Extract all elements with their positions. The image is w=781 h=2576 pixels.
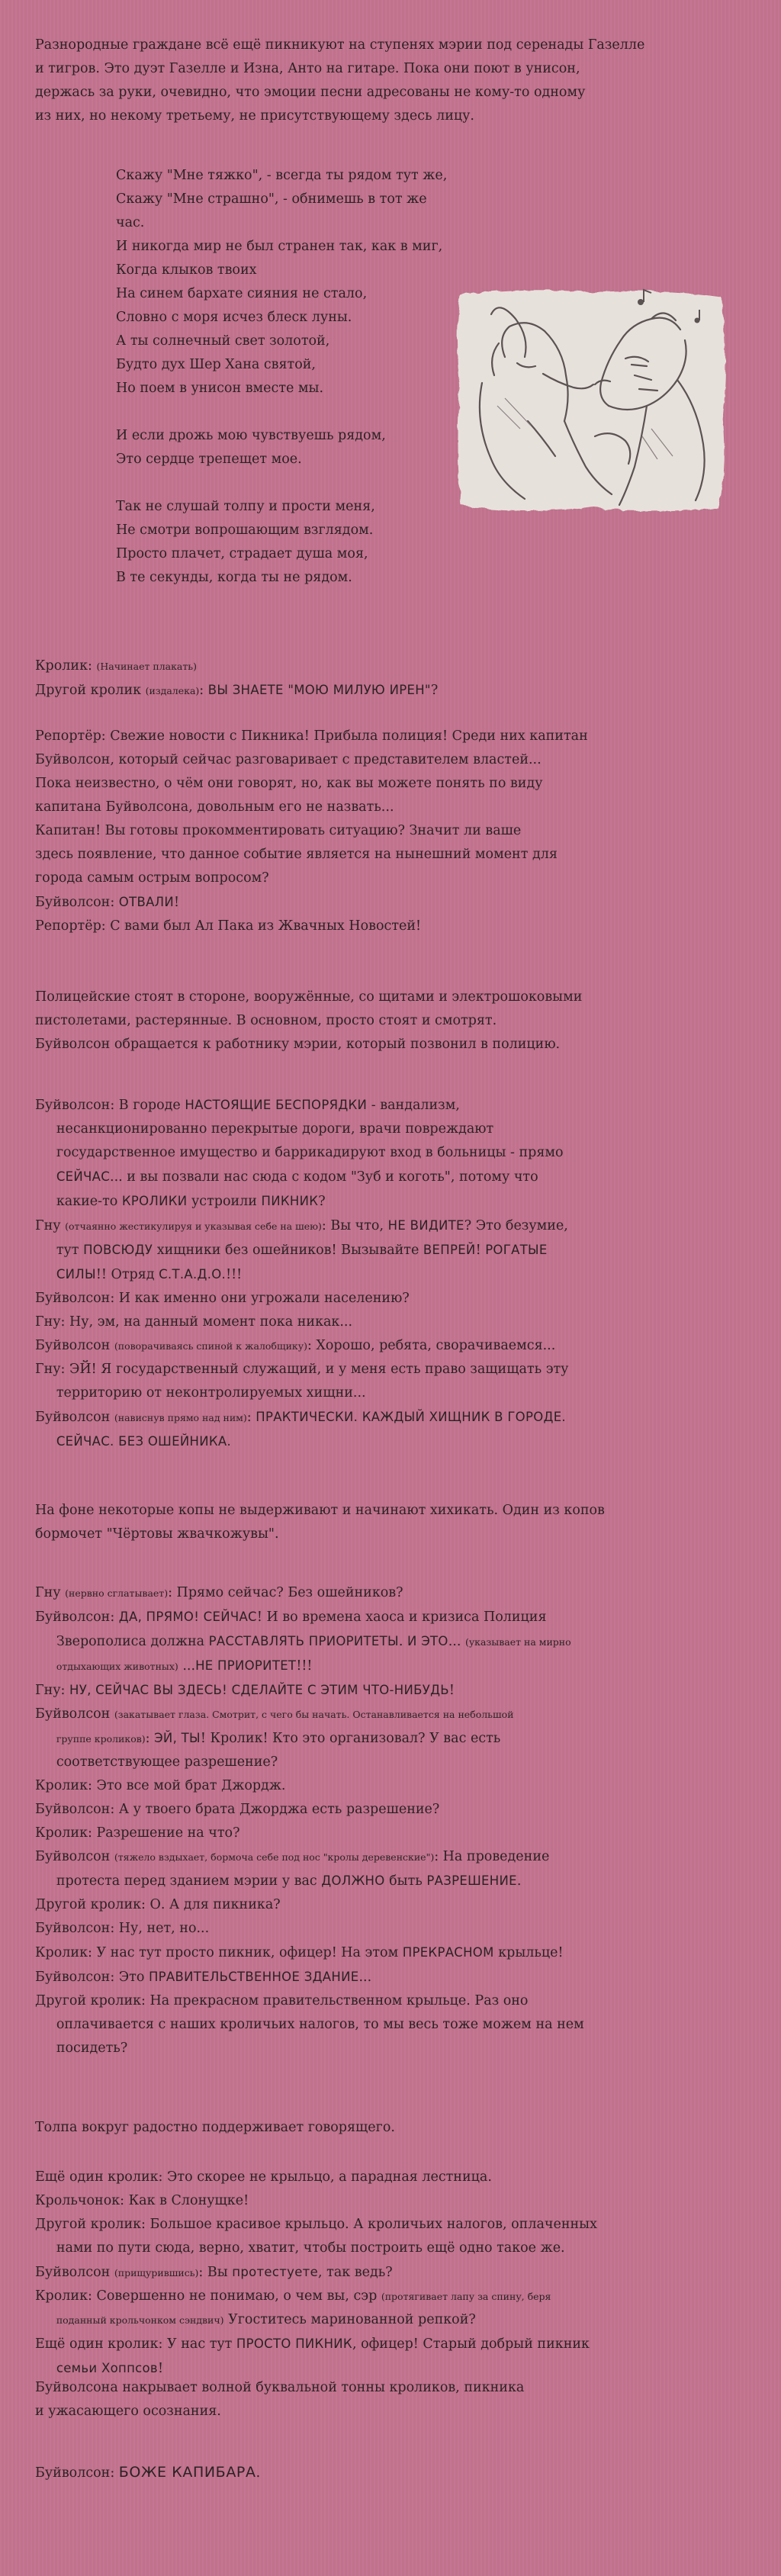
dialogue-line xyxy=(35,1798,752,1822)
dialogue-text xyxy=(35,1731,56,1746)
text-line: из них, но некому третьему, не присутствующему здесь лицу. xyxy=(35,108,474,124)
dialogue-text: ! xyxy=(174,895,180,910)
dialogue-text: Буйволсон: Ну, нет, но... xyxy=(35,1921,210,1936)
dialogue-line xyxy=(35,1774,752,1798)
dialogue-line xyxy=(35,2166,752,2189)
dialogue-text: Репортёр: С вами был Ал Пака из Жвачных Новостей! xyxy=(35,918,422,934)
text-line: Это сердце трепещет мое. xyxy=(116,452,302,467)
text-line xyxy=(116,471,452,495)
dialogue-text: протестуете xyxy=(232,2265,319,2279)
final-line xyxy=(35,2461,752,2485)
text-line: И никогда мир не был странен так, как в миг, xyxy=(116,239,443,254)
stage-direction: (Начинает плакать) xyxy=(96,661,197,672)
dialogue-text: ДА, ПРЯМО! СЕЙЧАС xyxy=(118,1610,257,1624)
dialogue-text: ... xyxy=(178,1658,196,1674)
narration-crowd xyxy=(35,2116,752,2140)
dialogue-line xyxy=(35,1581,752,1605)
dialogue-line xyxy=(35,654,752,678)
stage-direction: (прищурившись) xyxy=(114,2267,199,2279)
dialogue-text: Зверополиса должна xyxy=(35,1634,209,1649)
dialogue-text: ... xyxy=(448,1634,465,1649)
dialogue-text: , офицер! Старый добрый пикник xyxy=(352,2336,590,2352)
dialogue-text: Буйволсон xyxy=(35,2265,114,2280)
dialogue-block-picnic xyxy=(35,2166,752,2381)
dialogue-text: НАСТОЯЩИЕ БЕСПОРЯДКИ xyxy=(185,1098,368,1112)
dialogue-text xyxy=(35,2312,56,2327)
dialogue-text: ПРАКТИЧЕСКИ. КАЖДЫЙ ХИЩНИК В ГОРОДЕ. xyxy=(256,1410,566,1424)
stage-direction: (протягивает лапу за спину, беря xyxy=(381,2291,551,2302)
dialogue-line xyxy=(35,796,752,819)
dialogue-text: ПРАВИТЕЛЬСТВЕННОЕ ЗДАНИЕ xyxy=(148,1970,359,1984)
dialogue-text: семьи Хоппсов xyxy=(56,2361,158,2375)
stage-direction: (тяжело вздыхает, бормоча себе под нос "кролы деревенские") xyxy=(114,1851,435,1863)
dialogue-text: !!! xyxy=(226,1267,243,1282)
dialogue-text: ЭЙ, ТЫ xyxy=(154,1731,201,1745)
dialogue-text: Крольчонок: Как в Слонущке! xyxy=(35,2193,249,2208)
dialogue-line xyxy=(35,1654,752,1678)
text-line: Словно с моря исчез блеск луны. xyxy=(116,310,352,325)
dialogue-text: Гну: xyxy=(35,1683,70,1698)
dialogue-line xyxy=(35,1822,752,1845)
dialogue-text: . xyxy=(256,2465,261,2481)
dialogue-text: ! И во времена хаоса и кризиса Полиция xyxy=(256,1610,547,1625)
dialogue-line xyxy=(35,1165,752,1189)
text-line: Не смотри вопрошающим взглядом. xyxy=(116,523,374,538)
stage-direction: (нависнув прямо над ним) xyxy=(114,1412,247,1423)
dialogue-text: Буйволсон: И как именно они угрожали населению? xyxy=(35,1291,410,1306)
text-line: На фоне некоторые копы не выдерживают и начинают хихикать. Один из копов xyxy=(35,1503,605,1518)
dialogue-text: Кролик: Это все мой брат Джордж. xyxy=(35,1778,286,1793)
dialogue-text: СИЛЫ xyxy=(56,1267,96,1282)
dialogue-line xyxy=(35,1262,752,1287)
dialogue-line xyxy=(35,1917,752,1941)
dialogue-text: : xyxy=(145,1731,155,1746)
dialogue-text: С.Т.А.Д.О. xyxy=(159,1267,227,1282)
dialogue-text: СЕЙЧАС. БЕЗ ОШЕЙНИКА. xyxy=(56,1434,231,1449)
dialogue-text xyxy=(35,1434,56,1449)
dialogue-text: государственное имущество и баррикадируют вход в больницы - прямо xyxy=(35,1145,564,1160)
dialogue-text: ... xyxy=(358,1970,372,1985)
dialogue-line xyxy=(35,1965,752,1989)
dialogue-line xyxy=(35,1141,752,1165)
dialogue-text: НЕ ВИДИТЕ xyxy=(387,1218,464,1233)
dialogue-line xyxy=(35,1358,752,1381)
dialogue-text: Буйволсон xyxy=(35,1410,114,1425)
dialogue-text: ПРОСТО ПИКНИК xyxy=(236,2336,352,2351)
text-line: Буйволсон обращается к работнику мэрии, который позвонил в полицию. xyxy=(35,1037,561,1052)
dialogue-line xyxy=(35,2332,752,2356)
dialogue-text: Другой кролик: О. А для пикника? xyxy=(35,1897,281,1912)
dialogue-text: Гну xyxy=(35,1585,66,1600)
dialogue-line xyxy=(35,2237,752,2260)
dialogue-text: крыльце! xyxy=(493,1945,564,1960)
dialogue-block-reporter xyxy=(35,725,752,938)
text-line: Но поем в унисон вместе мы. xyxy=(116,381,324,396)
dialogue-text: Другой кролик: Большое красивое крыльцо. А кроличьих налогов, оплаченных xyxy=(35,2217,597,2232)
dialogue-text: - вандализм, xyxy=(367,1098,460,1113)
dialogue-line xyxy=(35,2260,752,2285)
dialogue-line xyxy=(35,2013,752,2037)
text-line: бормочет "Чёртовы жвачкожувы". xyxy=(35,1526,279,1542)
dialogue-line xyxy=(35,1405,752,1430)
dialogue-line xyxy=(35,1989,752,2013)
text-line: Так не слушай толпу и прости меня, xyxy=(116,499,375,514)
dialogue-text: Кролик: Разрешение на что? xyxy=(35,1825,240,1841)
dialogue-line xyxy=(35,1430,752,1454)
dialogue-text: посидеть? xyxy=(35,2041,128,2056)
dialogue-text: Пока неизвестно, о чём они говорят, но, как вы можете понять по виду xyxy=(35,776,543,791)
dialogue-text: тут xyxy=(35,1243,84,1258)
dialogue-line xyxy=(35,1629,752,1654)
dialogue-text: : xyxy=(246,1410,256,1425)
text-line: Когда клыков твоих xyxy=(116,262,257,278)
dialogue-text: Буйволсон xyxy=(35,1849,114,1864)
dialogue-line xyxy=(35,1118,752,1141)
text-line: Толпа вокруг радостно поддерживает говорящего. xyxy=(35,2120,395,2135)
dialogue-text: РОГАТЫЕ xyxy=(485,1243,548,1257)
dialogue-text: ! xyxy=(157,2361,164,2376)
dialogue-line xyxy=(35,1287,752,1311)
dialogue-line xyxy=(35,1381,752,1405)
dialogue-text: ПРЕКРАСНОМ xyxy=(402,1945,494,1960)
dialogue-text: ПОВСЮДУ xyxy=(83,1243,153,1257)
dialogue-text: Другой кролик xyxy=(35,683,146,698)
dialogue-line xyxy=(35,1751,752,1774)
dialogue-text: Буйволсон: xyxy=(35,895,119,910)
dialogue-text: !!! xyxy=(296,1658,313,1674)
text-line: В те секунды, когда ты не рядом. xyxy=(116,570,352,585)
intro-paragraph xyxy=(35,34,752,128)
dialogue-text: какие-то xyxy=(35,1194,122,1209)
text-line: На синем бархате сияния не стало, xyxy=(116,286,368,301)
dialogue-text xyxy=(35,1658,56,1674)
dialogue-text: , так ведь? xyxy=(318,2265,393,2280)
dialogue-text: Гну: Ну, эм, на данный момент пока никак... xyxy=(35,1314,353,1330)
dialogue-text: оплачивается с наших кроличьих налогов, то мы весь тоже можем на нем xyxy=(35,2017,584,2032)
narration-ending xyxy=(35,2376,752,2423)
dialogue-line xyxy=(35,890,752,915)
dialogue-line xyxy=(35,1093,752,1118)
dialogue-text: ВЕПРЕЙ xyxy=(423,1243,476,1257)
dialogue-line xyxy=(35,2213,752,2237)
dialogue-text: СЕЙЧАС xyxy=(56,1169,111,1184)
text-line: Разнородные граждане всё ещё пикникуют на ступенях мэрии под серенады Газелле xyxy=(35,37,645,53)
dialogue-line xyxy=(35,1238,752,1262)
dialogue-line xyxy=(35,1726,752,1751)
dialogue-text: Кролик: Совершенно не понимаю, о чем вы, сэр xyxy=(35,2288,381,2304)
dialogue-text: ДОЛЖНО xyxy=(321,1873,385,1888)
dialogue-line xyxy=(35,2308,752,2332)
dialogue-text: Кролик: У нас тут просто пикник, офицер! На этом xyxy=(35,1945,403,1960)
dialogue-text: Буйволсон: В городе xyxy=(35,1098,185,1113)
dialogue-block-1 xyxy=(35,654,752,703)
dialogue-text: : На проведение xyxy=(434,1849,550,1864)
dialogue-text: НЕ ПРИОРИТЕТ xyxy=(195,1658,297,1673)
dialogue-text: ОТВАЛИ xyxy=(118,895,175,909)
dialogue-text: соответствующее разрешение? xyxy=(35,1754,278,1770)
text-line: и тигров. Это дуэт Газелле и Изна, Анто на гитаре. Пока они поют в унисон, xyxy=(35,61,580,76)
dialogue-text: РАССТАВЛЯТЬ ПРИОРИТЕТЫ xyxy=(208,1634,399,1648)
dialogue-text: Буйволсон, который сейчас разговаривает с представителем властей... xyxy=(35,752,542,767)
text-line: Скажу "Мне тяжко", - всегда ты рядом тут же, xyxy=(116,168,448,183)
dialogue-text: Буйволсон: Это xyxy=(35,1970,149,1985)
dialogue-line xyxy=(35,2037,752,2060)
dialogue-line xyxy=(35,2285,752,2308)
text-line: А ты солнечный свет золотой, xyxy=(116,333,330,349)
dialogue-block-priorities xyxy=(35,1581,752,2060)
dialogue-text: : Вы что, xyxy=(321,1218,388,1233)
dialogue-text: несанкционированно перекрытые дороги, врачи повреждают xyxy=(35,1121,494,1137)
gazelle-tiger-illustration xyxy=(452,284,729,514)
stage-direction: поданный крольчонком сэндвич) xyxy=(56,2314,224,2326)
dialogue-line xyxy=(35,867,752,890)
dialogue-text: ! xyxy=(448,1683,455,1698)
dialogue-text: Капитан! Вы готовы прокомментировать ситуацию? Значит ли ваше xyxy=(35,823,522,838)
narration-police xyxy=(35,986,752,1056)
dialogue-line xyxy=(35,1893,752,1917)
text-line: И если дрожь мою чувствуешь рядом, xyxy=(116,428,386,443)
dialogue-line xyxy=(35,1941,752,1965)
dialogue-line xyxy=(35,748,752,772)
dialogue-text: Гну: ЭЙ! Я государственный служащий, и у меня есть право защищать эту xyxy=(35,1362,569,1377)
stage-direction: группе кроликов) xyxy=(56,1733,146,1745)
dialogue-text xyxy=(35,1267,56,1282)
dialogue-text: Буйволсон xyxy=(35,1338,114,1353)
dialogue-text: Кролик: xyxy=(35,658,97,674)
dialogue-line xyxy=(35,1605,752,1629)
dialogue-text: : Вы xyxy=(198,2265,233,2280)
dialogue-line xyxy=(35,1869,752,1893)
dialogue-line xyxy=(35,1311,752,1334)
dialogue-text: Буйволсон: А у твоего брата Джорджа есть разрешение? xyxy=(35,1802,440,1817)
dialogue-text: Буйволсон: xyxy=(35,1610,119,1625)
dialogue-text: БОЖЕ КАПИБАРА xyxy=(118,2464,256,2481)
stage-direction: (указывает на мирно xyxy=(464,1636,571,1648)
dialogue-text xyxy=(35,1169,56,1185)
dialogue-text: Другой кролик: На прекрасном правительственном крыльце. Раз оно xyxy=(35,1993,529,2008)
dialogue-text: . xyxy=(398,1634,407,1649)
text-line: Просто плачет, страдает душа моя, xyxy=(116,546,368,561)
dialogue-line xyxy=(35,1845,752,1869)
stage-direction: (закатывает глаза. Смотрит, с чего бы начать. Останавливается на небольшой xyxy=(114,1709,514,1720)
text-line: держась за руки, очевидно, что эмоции песни адресованы не кому-то одному xyxy=(35,85,586,100)
dialogue-text: протеста перед зданием мэрии у вас xyxy=(35,1873,322,1889)
dialogue-text: устроили xyxy=(187,1194,262,1209)
text-line: пистолетами, растерянные. В основном, просто стоят и смотрят. xyxy=(35,1013,497,1028)
stage-direction: (поворачиваясь спиной к жалобщику) xyxy=(114,1340,307,1352)
dialogue-text: Ещё один кролик: Это скорее не крыльцо, а парадная лестница. xyxy=(35,2169,492,2185)
dialogue-text: ПИКНИК xyxy=(261,1194,319,1208)
stage-direction: отдыхающих животных) xyxy=(56,1661,178,1672)
dialogue-text: Ещё один кролик: У нас тут xyxy=(35,2336,236,2352)
dialogue-text: : Прямо сейчас? Без ошейников? xyxy=(168,1585,403,1600)
dialogue-line xyxy=(35,1189,752,1214)
dialogue-text: Репортёр: Свежие новости с Пикника! Прибыла полиция! Среди них капитан xyxy=(35,728,588,744)
dialogue-line xyxy=(35,819,752,843)
dialogue-text: : xyxy=(199,683,208,698)
dialogue-line xyxy=(35,2189,752,2213)
dialogue-text: !! Отряд xyxy=(95,1267,159,1282)
dialogue-text: НУ, СЕЙЧАС ВЫ ЗДЕСЬ! СДЕЛАЙТЕ С ЭТИМ ЧТО-НИБУДЬ xyxy=(69,1683,449,1697)
dialogue-text: : Хорошо, ребята, сворачиваемся... xyxy=(307,1338,556,1353)
text-line: Будто дух Шер Хана святой, xyxy=(116,357,316,372)
dialogue-line xyxy=(35,1703,752,1726)
dialogue-line xyxy=(35,1334,752,1358)
text-line: и ужасающего осознания. xyxy=(35,2404,221,2419)
dialogue-text: ... и вы позвали нас сюда с кодом "Зуб и коготь", потому что xyxy=(110,1169,538,1185)
dialogue-text: ? xyxy=(430,683,439,698)
dialogue-text: ! xyxy=(475,1243,486,1258)
dialogue-text xyxy=(35,2361,56,2376)
dialogue-text: И ЭТО xyxy=(407,1634,448,1648)
stage-direction: (отчаянно жестикулируя и указывая себе на шею) xyxy=(65,1220,322,1232)
stage-direction: (издалека) xyxy=(145,685,200,696)
dialogue-text: города самым острым вопросом? xyxy=(35,870,269,886)
dialogue-text: КРОЛИКИ xyxy=(121,1194,188,1208)
dialogue-text: РАЗРЕШЕНИЕ xyxy=(426,1873,517,1888)
dialogue-line xyxy=(35,772,752,796)
dialogue-text: ВЫ ЗНАЕТЕ "МОЮ МИЛУЮ ИРЕН" xyxy=(207,683,431,697)
dialogue-line xyxy=(35,843,752,867)
dialogue-text: ? Это безумие, xyxy=(464,1218,568,1233)
text-line: Скажу "Мне страшно", - обнимешь в тот же час. xyxy=(116,191,432,230)
dialogue-line xyxy=(35,678,752,703)
dialogue-text: Буйволсон xyxy=(35,1706,114,1722)
text-line: Полицейские стоят в стороне, вооружённые, со щитами и электрошоковыми xyxy=(35,989,583,1005)
dialogue-line xyxy=(35,1214,752,1238)
dialogue-line xyxy=(35,1678,752,1703)
dialogue-line xyxy=(35,915,752,938)
stage-direction: (нервно сглатывает) xyxy=(65,1587,169,1599)
dialogue-text: территорию от неконтролируемых хищни... xyxy=(35,1385,366,1401)
dialogue-text: быть xyxy=(384,1873,427,1889)
dialogue-line xyxy=(35,725,752,748)
song-lyrics xyxy=(116,164,452,590)
dialogue-text: Буйволсон: xyxy=(35,2465,119,2481)
text-line xyxy=(116,400,452,424)
dialogue-text: ? xyxy=(318,1194,326,1209)
dialogue-line xyxy=(35,2461,752,2485)
dialogue-text: Угоститесь маринованной репкой? xyxy=(223,2312,476,2327)
dialogue-text: здесь появление, что данное событие является на нынешний момент для xyxy=(35,847,558,862)
narration-cops-giggle xyxy=(35,1499,752,1546)
dialogue-block-riots xyxy=(35,1093,752,1454)
dialogue-text: капитана Буйволсона, довольным его не назвать... xyxy=(35,799,394,815)
dialogue-text: . xyxy=(516,1873,522,1889)
text-line: Буйволсона накрывает волной буквальной тонны кроликов, пикника xyxy=(35,2380,525,2395)
dialogue-text: нами по пути сюда, верно, хватит, чтобы построить ещё одно такое же. xyxy=(35,2240,565,2256)
dialogue-text: Гну xyxy=(35,1218,66,1233)
dialogue-text: хищники без ошейников! Вызывайте xyxy=(153,1243,423,1258)
dialogue-text: ! Кролик! Кто это организовал? У вас есть xyxy=(200,1731,501,1746)
